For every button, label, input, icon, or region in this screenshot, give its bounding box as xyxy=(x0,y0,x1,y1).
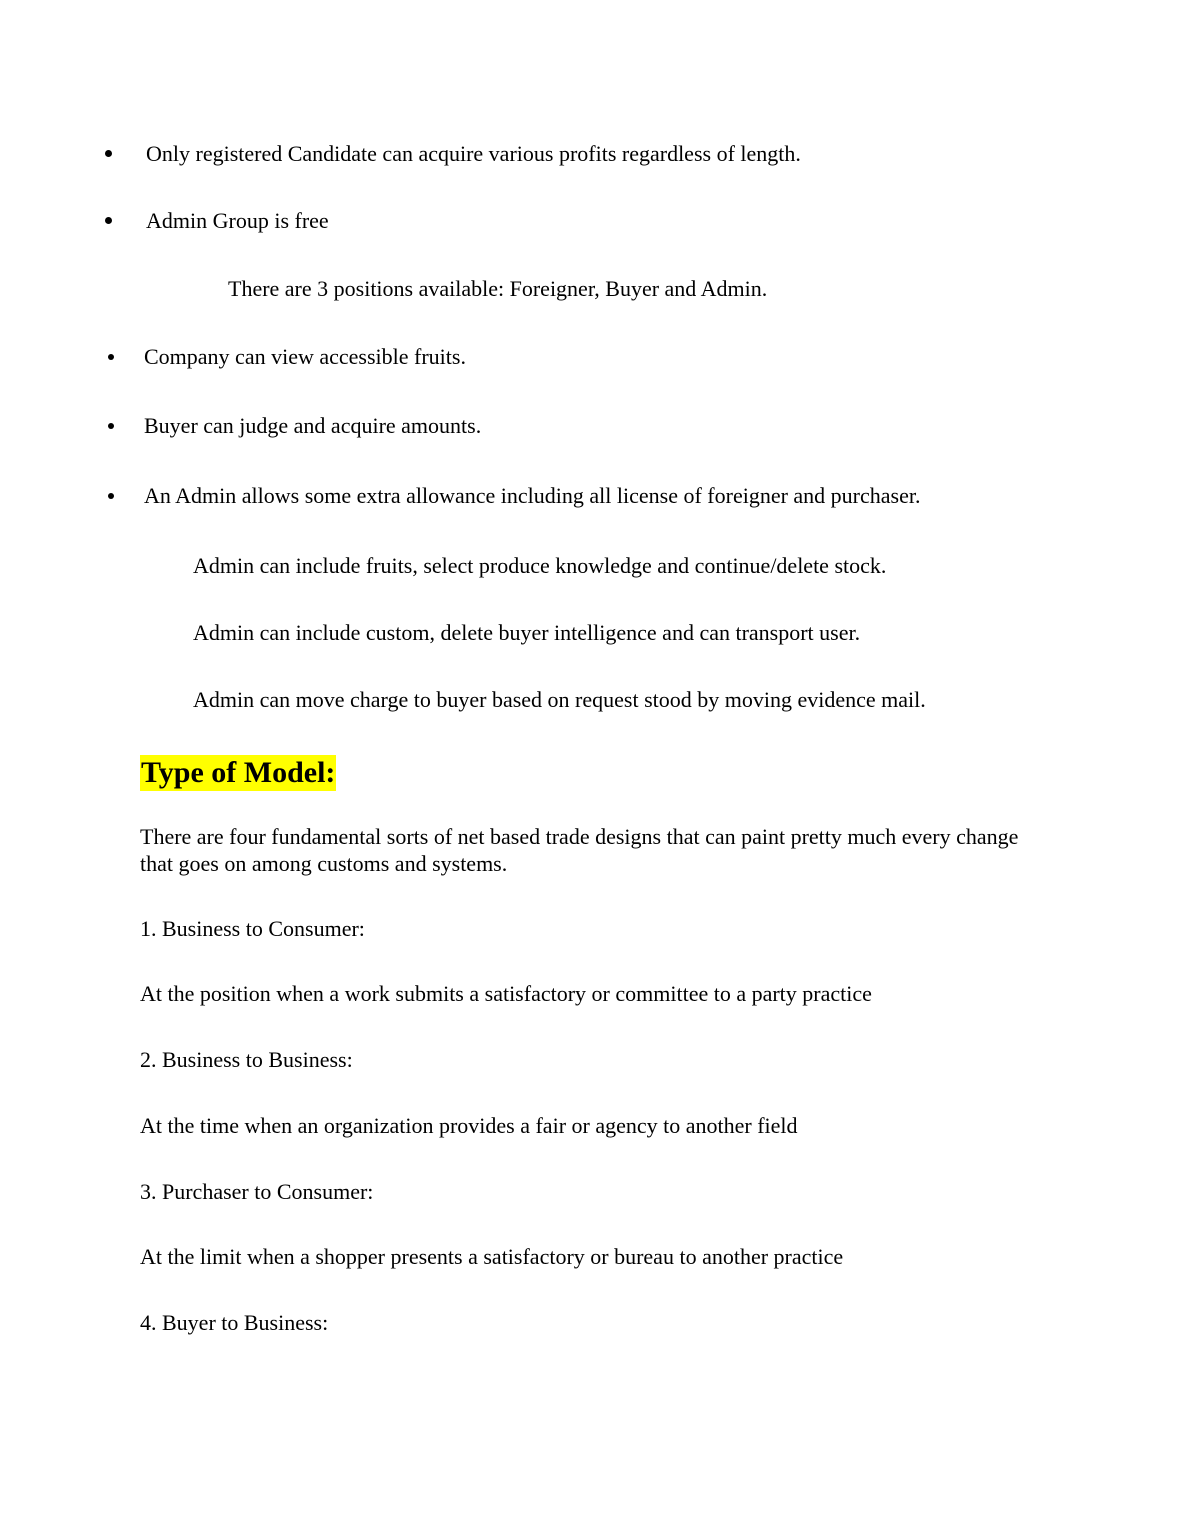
model-title: 2. Business to Business: xyxy=(140,1047,353,1072)
bullet-text: Admin Group is free xyxy=(146,208,329,233)
admin-line: Admin can include custom, delete buyer intelligence and can transport user. xyxy=(193,620,861,645)
model-title: 4. Buyer to Business: xyxy=(140,1310,329,1335)
bullet-icon xyxy=(108,423,114,429)
role-bullet-text: Buyer can judge and acquire amounts. xyxy=(144,413,482,438)
bullet-icon xyxy=(108,493,114,499)
bullet-icon xyxy=(108,354,114,360)
admin-line: Admin can include fruits, select produce knowledge and continue/delete stock. xyxy=(193,553,887,578)
model-title: 1. Business to Consumer: xyxy=(140,916,365,941)
admin-line: Admin can move charge to buyer based on request stood by moving evidence mail. xyxy=(193,687,926,712)
model-title: 3. Purchaser to Consumer: xyxy=(140,1179,374,1204)
model-description: At the position when a work submits a satisfactory or committee to a party practice xyxy=(140,981,872,1006)
role-bullet-text: Company can view accessible fruits. xyxy=(144,344,466,369)
model-description: At the limit when a shopper presents a satisfactory or bureau to another practice xyxy=(140,1244,844,1269)
section-heading: Type of Model: xyxy=(141,756,336,789)
bullet-icon xyxy=(105,150,112,157)
positions-note: There are 3 positions available: Foreigner, Buyer and Admin. xyxy=(228,276,768,301)
intro-paragraph: There are four fundamental sorts of net based trade designs that can paint pretty much every change that goes on among customs and systems. xyxy=(140,824,1019,876)
role-bullet-text: An Admin allows some extra allowance including all license of foreigner and purchaser. xyxy=(144,483,921,508)
bullet-text: Only registered Candidate can acquire various profits regardless of length. xyxy=(146,141,801,166)
model-description: At the time when an organization provides a fair or agency to another field xyxy=(140,1113,798,1138)
bullet-icon xyxy=(105,217,112,224)
